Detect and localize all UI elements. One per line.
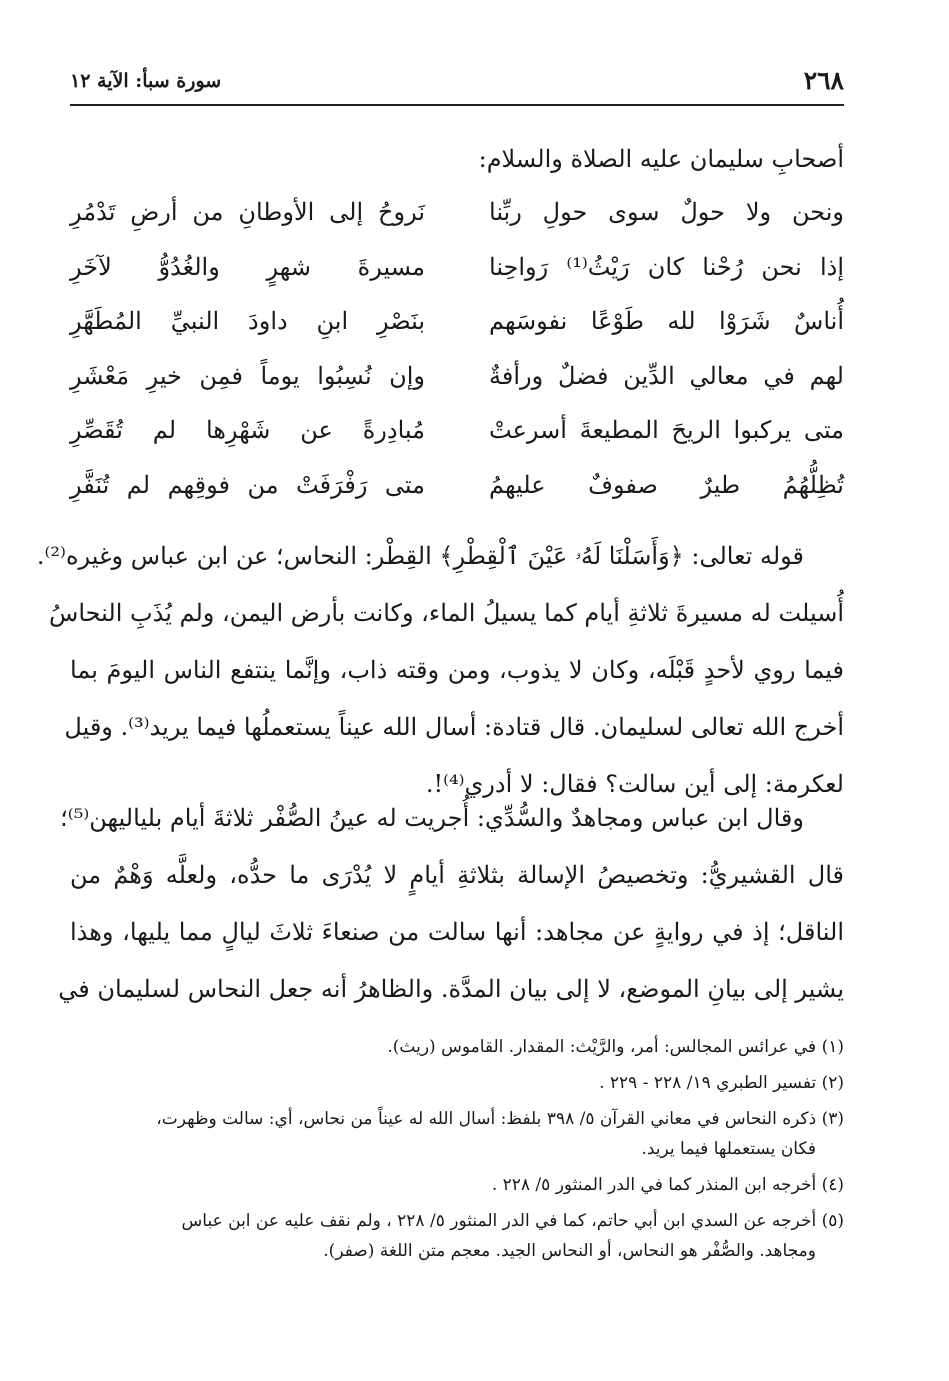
verse-first-hemistich: أُناسٌ شَرَوْا لله طَوْعًا نفوسَهم	[489, 307, 844, 335]
text-line: قال القشيريُّ: وتخصيصُ الإسالة بثلاثةِ أيامٍ لا يُدْرَى ما حدُّه، ولعلَّه وَهْمٌ من	[70, 861, 844, 889]
verse-second-hemistich: متى رَفْرَفَتْ من فوقِهم لم تُنَفَّرِ	[70, 470, 425, 499]
verse-second-hemistich: مسيرةَ شهرٍ والغُدُوُّ لآخَرِ	[70, 252, 425, 281]
poem-verse	[70, 416, 844, 471]
text-line: لعكرمة: إلى أين سالت؟ فقال: لا أدري⁽⁴⁾!.	[425, 770, 844, 798]
poem	[70, 198, 844, 525]
footnote-line: (١) في عرائس المجالس: أمر، والرَّيْث: المقدار. القاموس (ريث).	[387, 1037, 844, 1057]
footnote	[70, 1104, 844, 1164]
text-line: فيما روي لأحدٍ قَبْلَه، وكان لا يذوب، ومن وقته ذاب، وإنَّما ينتفع الناس اليومَ بما	[70, 656, 844, 684]
footnote-line: فكان يستعملها فيما يريد.	[641, 1139, 816, 1159]
running-title: سورة سبأ: الآية ١٢	[70, 70, 222, 92]
text-line: أُسيلت له مسيرةَ ثلاثةِ أيام كما يسيلُ الماء، وكانت بأرض اليمن، ولم يُذَبِ النحاسُ	[49, 599, 844, 627]
verse-first-hemistich: تُظِلُّهُمُ طيرٌ صفوفٌ عليهمُ	[489, 470, 844, 499]
footnotes	[70, 1032, 844, 1272]
text-line: وقال ابن عباس ومجاهدٌ والسُّدِّي: أُجريت له عينُ الصُّفْر ثلاثةَ أيام بلياليهن⁽⁵⁾؛	[60, 804, 804, 832]
footnote-line: (٢) تفسير الطبري ١٩/ ٢٢٨ - ٢٢٩ .	[599, 1073, 844, 1093]
header-rule	[70, 104, 844, 106]
page-header	[70, 64, 844, 104]
text-line: يشير إلى بيانِ الموضع، لا إلى بيان المدَّة. والظاهرُ أنه جعل النحاس لسليمان في	[58, 975, 844, 1003]
verse-second-hemistich: نَروحُ إلى الأوطانِ من أرضِ تَدْمُرِ	[70, 198, 425, 226]
verse-first-hemistich: متى يركبوا الريحَ المطيعةَ أسرعتْ	[489, 416, 844, 444]
paragraph-sufr	[58, 790, 844, 1018]
footnote	[70, 1170, 844, 1200]
text-line: الناقل؛ إذ في روايةٍ عن مجاهد: أنها سالت من صنعاءَ ثلاثَ ليالٍ مما يليها، وهذا	[70, 918, 844, 946]
footnote-line: (٣) ذكره النحاس في معاني القرآن ٥/ ٣٩٨ بلفظ: أسال الله له عيناً من نحاس، أي: سالت وظهرت،	[156, 1109, 844, 1129]
footnote	[70, 1206, 844, 1266]
text-line: قوله تعالى: ﴿وَأَسَلْنَا لَهُۥ عَيْنَ ٱلْقِطْرِ﴾ القِطْر: النحاس؛ عن ابن عباس وغيره⁽²⁾.	[36, 542, 804, 570]
verse-first-hemistich: لهم في معالي الدِّين فضلٌ ورأفةٌ	[489, 361, 844, 390]
poem-verse	[70, 307, 844, 362]
poem-verse	[70, 362, 844, 417]
verse-first-hemistich: إذا نحن رُحْنا كان رَيْثُ⁽¹⁾ رَواحِنا	[489, 252, 844, 281]
paragraph-qitr	[36, 528, 844, 813]
footnote-line: (٤) أخرجه ابن المنذر كما في الدر المنثور ٥/ ٢٢٨ .	[491, 1175, 844, 1195]
text-line: أخرج الله تعالى لسليمان. قال قتادة: أسال الله عيناً يستعملُها فيما يريد⁽³⁾. وقيل	[64, 713, 844, 741]
verse-second-hemistich: وإن نُسِبُوا يوماً فمِن خيرِ مَعْشَرِ	[70, 361, 425, 390]
poem-verse	[70, 471, 844, 526]
verse-first-hemistich: ونحن ولا حولٌ سوى حولِ ربِّنا	[489, 198, 844, 226]
verse-second-hemistich: مُبادِرةً عن شَهْرِها لم تُقَصِّرِ	[70, 416, 425, 444]
footnote	[70, 1032, 844, 1062]
intro-line: أصحابِ سليمان عليه الصلاة والسلام:	[478, 145, 844, 173]
verse-second-hemistich: بنَصْرِ ابنِ داودَ النبيِّ المُطَهَّرِ	[70, 307, 425, 335]
footnote-line: ومجاهد. والصُّفْر هو النحاس، أو النحاس الجيد. معجم متن اللغة (صفر).	[323, 1241, 816, 1261]
footnote-line: (٥) أخرجه عن السدي ابن أبي حاتم، كما في الدر المنثور ٥/ ٢٢٨ ، ولم نقف عليه عن ابن عباس	[181, 1211, 844, 1231]
footnote	[70, 1068, 844, 1098]
page-number: ٢٦٨	[803, 66, 844, 95]
poem-verse	[70, 198, 844, 253]
poem-verse	[70, 253, 844, 308]
